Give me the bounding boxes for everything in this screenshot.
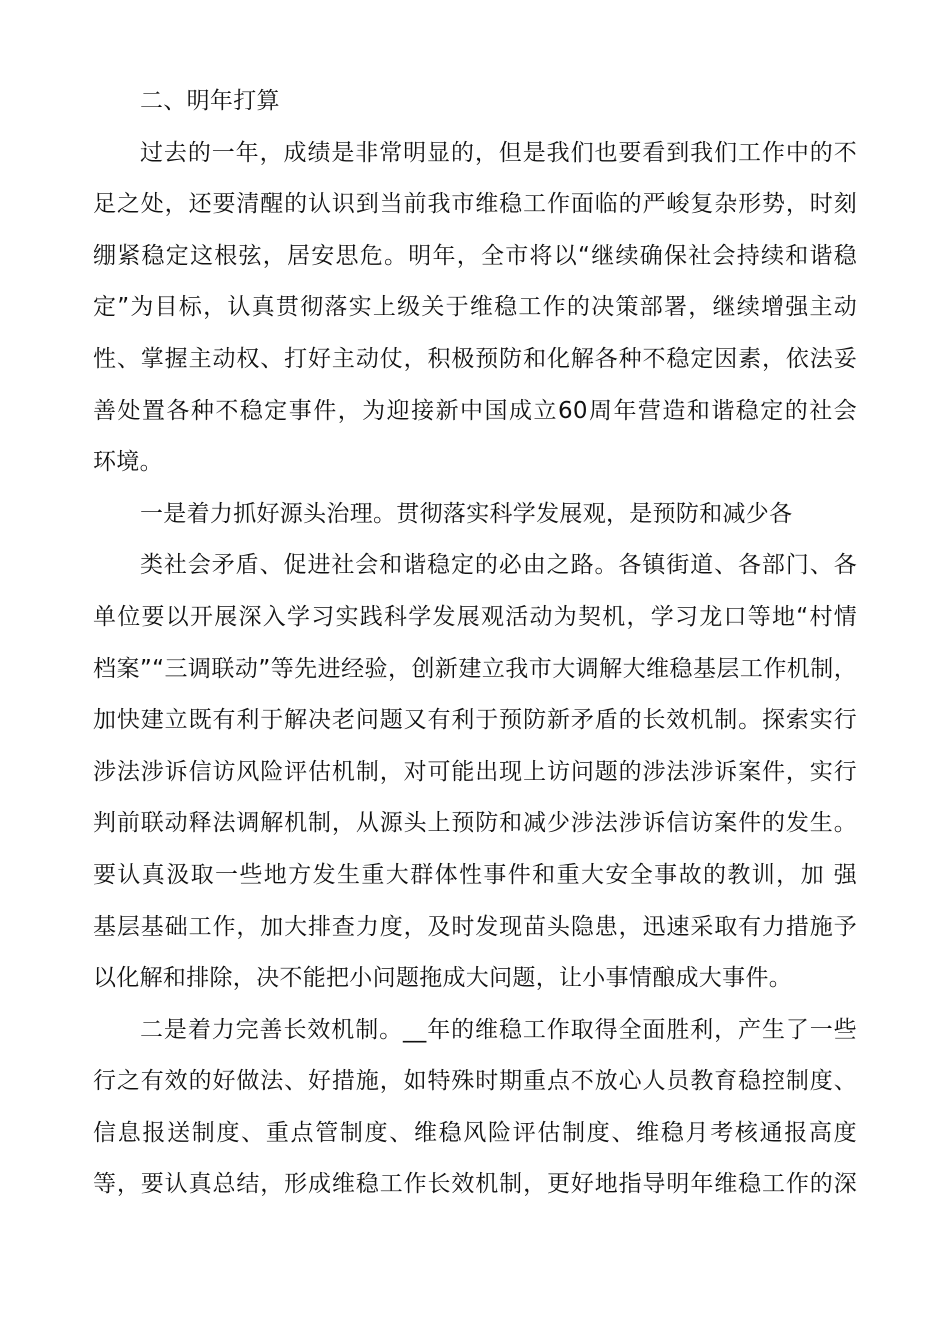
paragraph-line: 过去的一年，成绩是非常明显的，但是我们也要看到我们工作中的不: [140, 139, 857, 166]
paragraph-line: 善处置各种不稳定事件，为迎接新中国成立60周年营造和谐稳定的社会: [93, 397, 857, 424]
paragraph-line: 涉法涉诉信访风险评估机制，对可能出现上访问题的涉法涉诉案件，实行: [93, 758, 857, 785]
paragraph-line: 行之有效的好做法、好措施，如特殊时期重点不放心人员教育稳控制度、: [93, 1068, 857, 1095]
paragraph-line: 信息报送制度、重点管制度、维稳风险评估制度、维稳月考核通报高度: [93, 1119, 857, 1146]
paragraph-line: 足之处，还要清醒的认识到当前我市维稳工作面临的严峻复杂形势，时刻: [93, 191, 857, 218]
paragraph-line: 等，要认真总结，形成维稳工作长效机制，更好地指导明年维稳工作的深: [93, 1171, 857, 1198]
paragraph-line: 一是着力抓好源头治理。贯彻落实科学发展观，是预防和减少各: [140, 500, 793, 527]
paragraph-line: 性、掌握主动权、打好主动仗，积极预防和化解各种不稳定因素，依法妥: [93, 345, 857, 372]
paragraph-line: 判前联动释法调解机制，从源头上预防和减少涉法涉诉信访案件的发生。: [93, 810, 857, 837]
section-heading: 二、明年打算: [140, 88, 280, 114]
paragraph-line: 基层基础工作，加大排查力度，及时发现苗头隐患，迅速采取有力措施予: [93, 913, 857, 940]
paragraph-line: 环境。: [93, 449, 163, 476]
document-body: [93, 76, 857, 1211]
paragraph-line: 单位要以开展深入学习实践科学发展观活动为契机，学习龙口等地“村情: [93, 603, 857, 630]
paragraph-line: 要认真汲取一些地方发生重大群体性事件和重大安全事故的教训，加 强: [93, 861, 857, 888]
paragraph-line: 绷紧稳定这根弦，居安思危。明年，全市将以“继续确保社会持续和谐稳: [93, 242, 857, 269]
paragraph-line: 定”为目标，认真贯彻落实上级关于维稳工作的决策部署，继续增强主动: [93, 294, 857, 321]
paragraph-line: 类社会矛盾、促进社会和谐稳定的必由之路。各镇街道、各部门、各: [140, 552, 857, 579]
paragraph-line: 加快建立既有利于解决老问题又有利于预防新矛盾的长效机制。探索实行: [93, 707, 857, 734]
paragraph-line: 以化解和排除，决不能把小问题拖成大问题，让小事情酿成大事件。: [93, 965, 792, 992]
paragraph-line: 档案”“三调联动”等先进经验，创新建立我市大调解大维稳基层工作机制，: [93, 655, 857, 682]
paragraph-line: 二是着力完善长效机制。__年的维稳工作取得全面胜利，产生了一些: [140, 1016, 857, 1043]
